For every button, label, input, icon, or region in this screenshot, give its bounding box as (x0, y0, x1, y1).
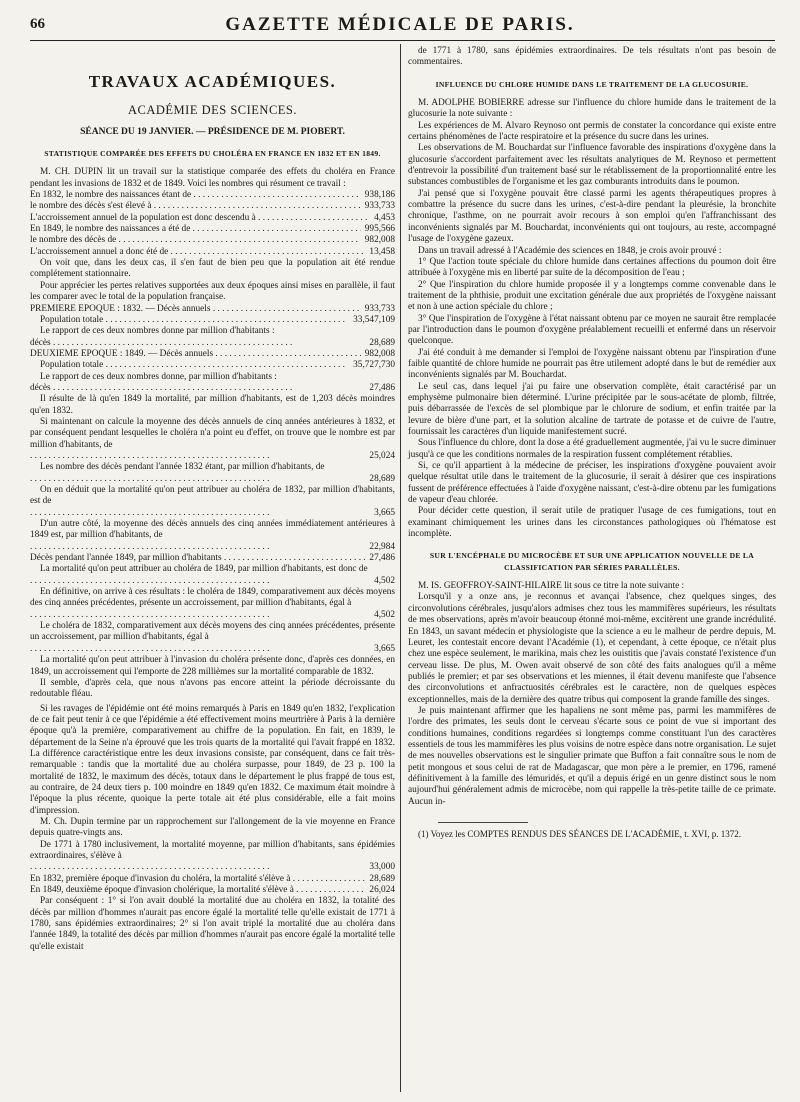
table-row: En 1849, le nombre des naissances a été de . . . 995,566 (30, 224, 395, 235)
table-row: . . . 33,000 (30, 862, 395, 873)
paragraph: 2° Que l'inspiration du chlore humide proposée il y a longtemps comme convenable dans le traitement de la phthisie, produit une excitation générale due aux propriétés de l'oxygène naissant et non à une action spéciale du chlore ; (408, 279, 776, 313)
paragraph: Je puis maintenant affirmer que les hapaliens ne sont même pas, parmi les mammifères de l'ordre des primates, les seuls dont le cerveau s'écarte sous ce point de vue si important des conditions humaines, conditions regardées si longtemps comme constituant l'un des caractères essentiels de tous les mammifères les plus voisins de notre espèce dans notre organisation. Le sujet de mes nouvelles observations est le singulier primate que Buffon a fait connaître sous le nom de petit mongous et sous celui de rat de Madagascar, que mon père a le premier, en 1796, ramené définitivement à la famille des lémuridés, et qu'il a depuis érigé en un genre distinct sous le nom aujourd'hui généralement admis de microcèbe, nom qui rappelle la très-petite taille de ce primate. Aucun in- (408, 705, 777, 807)
table-row: . . . 28,689 (30, 474, 395, 485)
paragraph: Le seul cas, dans lequel j'ai pu faire une observation complète, était caractérisé par un emphysème pulmonaire bien déterminé. L'urine précipitée par le sous-acétate de plomb, filtrée, puis débarrassée de l'excès de sel plombique par le chlorure de sodium, et enfin traitée par la levure de bière d'une part, et la solution alcaline de tartrate de potasse et de cuivre de l'autre, fournissait les caractères d'un liquide manifestement sucré. (408, 381, 776, 437)
page-header (30, 14, 770, 36)
table-row: . . . 25,024 (30, 451, 395, 462)
table-row: . . . 3,665 (30, 644, 395, 655)
article-title-glucosurie: INFLUENCE DU CHLORE HUMIDE DANS LE TRAITEMENT DE LA GLUCOSURIE. (435, 79, 749, 89)
paragraph: Pour décider cette question, il serait utile de pratiquer l'usage de ces fumigations, tout en examinant chimiquement les urines dans les circonstances pathologiques où l'hématose est incomplète. (408, 506, 776, 540)
table-row: PREMIÈRE ÉPOQUE : 1832. — Décès annuels . . . 933,733 (30, 304, 395, 315)
paragraph: Le rapport de ces deux nombres donne par million d'habitants : (40, 326, 275, 337)
table-row: DEUXIÈME ÉPOQUE : 1849. — Décès annuels . . . 982,008 (30, 349, 395, 360)
paragraph: Lorsqu'il y a onze ans, je reconnus et avançai l'absence, chez quelques singes, des circonvolutions cérébrales, jusqu'alors admises chez tous les mammifères supérieurs, les résultats de mes observations, après m'avoir beaucoup étonné moi-même, excitèrent une grande incrédulité. En 1843, un savant médecin et physiologiste que la science a eu le malheur de perdre depuis, M. Leuret, les contestait encore devant l'Académie (1), et cependant, à cette époque, ce n'était plus chez une espèce seulement, le marikina, mais chez les ouistitis que j'avais constaté l'existence d'un cerveau lisse. De plus, M. Owen avait observé de son côté des faits analogues qu'il a même publiés le premier; et par ses observations et les miennes, il était devenu manifeste que l'absence des circonvolutions et anfractuosités cérébrales est le caractère, non de quelques espèces exceptionnelles, mais de la dernière des quatre tribus qui composent la grande famille des singes. (408, 592, 776, 705)
paragraph: Pour apprécier les pertes relatives supportées aux deux époques ainsi mises en parallèle, il faut les comparer avec le total de la population française. (30, 280, 395, 303)
header-rule (30, 40, 775, 41)
table-row: . . . 4,502 (30, 576, 395, 587)
table-row: le nombre des décès de . . . 982,008 (30, 235, 395, 246)
paragraph: De 1771 à 1780 inclusivement, la mortalité moyenne, par million d'habitants, sans épidémies extraordinaires, s'élève à (30, 839, 395, 861)
paragraph: On voit que, dans les deux cas, il s'en faut de bien peu que la population ait été rendue complétement stationnaire. (30, 258, 395, 280)
paragraph: Les nombre des décès pendant l'année 1832 étant, par million d'habitants, de (40, 462, 325, 473)
section-title: TRAVAUX ACADÉMIQUES. (88, 72, 337, 91)
table-row: . . . 22,984 (30, 542, 395, 553)
paragraph: Par conséquent : 1° si l'on avait doublé la mortalité due au choléra en 1832, la totalité des décès par million d'hommes n'aurait pas encore égalé la mortalité telle qu'elle existait de 1771 à 1780, sans épidémies extraordinaires; 2° si l'on avait triplé la mortalité due au choléra dans l'année 1849, la totalité des décès par million d'hommes n'aurait pas encore égalé la mortalité telle qu'elle existait (30, 896, 395, 952)
paragraph: M. CH. DUPIN lit un travail sur la statistique comparée des effets du choléra en France pendant les invasions de 1832 et de 1849. Voici les nombres qui résument ce travail : (30, 167, 395, 189)
table-row: Décès pendant l'année 1849, par million d'habitants . . . 27,486 (30, 553, 395, 564)
table-row: Population totale . . . 33,547,109 (30, 315, 395, 326)
table-row: En 1849, deuxième époque d'invasion cholérique, la mortalité s'élève à . . . 26,024 (30, 885, 395, 896)
paragraph: 1° Que l'action toute spéciale du chlore humide dans certaines affections du poumon doit être attribuée à l'oxygène mis en liberté par suite de la décomposition de l'eau ; (408, 256, 776, 279)
paragraph: Il résulte de là qu'en 1849 la mortalité, par million d'habitants, est de 1,203 décès moindres qu'en 1832. (30, 394, 395, 416)
table-row: . . . 3,665 (30, 508, 395, 519)
paragraph: En définitive, on arrive à ces résultats : le choléra de 1849, comparativement aux décès moyens des cinq années précédentes, présente un accroissement, par million d'habitants, égal à (30, 587, 395, 609)
paragraph: Si les ravages de l'épidémie ont été moins remarqués à Paris en 1849 qu'en 1832, l'explication de ce fait peut tenir à ce que l'épidémie a été effectivement moins meurtrière à Paris à la dernière époque qu'à la première, comparativement au chiffre de la population. En fait, en 1839, le département de la Seine n'a éprouvé que les trois quarts de la mortalité qui l'avait frappé en 1832. La différence caractéristique entre les deux invasions consiste, par conséquent, dans ce fait très-remarquable : tandis que la mortalité due au choléra surpasse, pour 1849, de 23 p. 100 la mortalité de 1832, le maximum des décès, totaux dans le département le plus frappé de tous est, au contraire, de 24 deux tiers p. 100 moindre en 1849 qu'en 1832. Ce maximum était moindre à l'époque la plus récente, quoique la perte totale ait été plus considérable, elle a fait moins d'impression. (30, 703, 395, 816)
session-line: SÉANCE DU 19 JANVIER. — PRÉSIDENCE DE M. PIOBERT. (80, 126, 345, 137)
table-row: le nombre des décès s'est élevé à . . . 933,733 (30, 201, 395, 212)
paragraph: M. IS. GEOFFROY-SAINT-HILAIRE lit sous ce titre la note suivante : (418, 581, 685, 592)
right-column (408, 46, 776, 840)
paragraph: On en déduit que la mortalité qu'on peut attribuer au choléra de 1832, par million d'habitants, est de (30, 485, 395, 507)
paragraph: Si, ce qu'il appartient à la médecine de préciser, les inspirations d'oxygène pouvaient avoir quelque résultat utile dans le traitement de la glucosurie, il serait à désirer que ces inspirations fussent de préférence effectuées à l'aide d'oxygène naissant, c'est-à-dire obtenu par les fumigations de vapeur d'eau chlorée. (408, 461, 776, 506)
table-row: L'accroissement annuel de la population est donc descendu à . . . 4,453 (30, 213, 395, 224)
paragraph: Dans un travail adressé à l'Académie des sciences en 1848, je crois avoir prouvé : (418, 245, 722, 256)
table-row: décès . . . 27,486 (30, 383, 395, 394)
table-row: L'accroissement annuel a donc été de . . . 13,458 (30, 247, 395, 258)
footnote: (1) Voyez les COMPTES RENDUS DES SÉANCES DE L'ACADÉMIE, t. XVI, p. 1372. (418, 829, 742, 839)
paragraph: J'ai été conduit à me demander si l'emploi de l'oxygène naissant obtenu par l'inspiration d'une faible quantité de chlore humide ne pourrait pas être utilement adopté dans le but de remédier aux inconvénients signalés par M. Bouchardat. (408, 347, 776, 381)
paragraph: Il semble, d'après cela, que nous n'avons pas encore atteint la période décroissante du redoutable fléau. (30, 677, 395, 700)
table-row: décès . . . 28,689 (30, 338, 395, 349)
paragraph: D'un autre côté, la moyenne des décès annuels des cinq années immédiatement antérieures à 1849 est, par million d'habitants, de (30, 519, 395, 541)
paragraph: La mortalité qu'on peut attribuer à l'invasion du choléra présente donc, d'après ces données, en 1849, un accroissement qui l'emporte de 228 millièmes sur la mortalité comparable de 1832. (30, 655, 395, 677)
paragraph: La mortalité qu'on peut attribuer au choléra de 1849, par million d'habitants, est donc de (40, 564, 368, 575)
table-row: En 1832, première époque d'invasion du choléra, la mortalité s'élève à . . . 28,689 (30, 874, 395, 885)
column-divider (400, 44, 401, 1092)
paragraph: J'ai pensé que si l'oxygène pouvait être classé parmi les agents thérapeutiques propres à combattre la présence du sucre dans les urines, c'est-à-dire pendant la pleurésie, la bronchite chronique, l'asthme, on ne pourrait avoir recours à son emploi qu'en l'affranchissant des inconvénients signalés par M. Bouchardat, inconvénients qui ont toujours, au reste, accompagné l'usage de l'oxygène gazeux. (408, 188, 776, 245)
paragraph: M. Ch. Dupin termine par un rapprochement sur l'allongement de la vie moyenne en France depuis quatre-vingts ans. (30, 816, 395, 839)
table-row: Population totale . . . 35,727,730 (30, 360, 395, 371)
paragraph: Les expériences de M. Alvaro Reynoso ont permis de constater la concordance qui existe entre certains phénomènes de l'acte respiratoire et la présence du sucre dans les urines. (408, 120, 776, 143)
paragraph: M. ADOLPHE BOBIERRE adresse sur l'influence du chlore humide dans le traitement de la glucosurie la note suivante : (408, 98, 776, 120)
academy-title: ACADÉMIE DES SCIENCES. (128, 103, 297, 118)
paragraph: Si maintenant on calcule la moyenne des décès annuels de cinq années antérieures à 1832, et par conséquent pendant lesquelles le choléra n'a point eu d'effet, on trouve que le nombre est par million d'habitants, de (30, 416, 395, 450)
table-row: . . . 4,502 (30, 610, 395, 621)
page-number: 66 (30, 16, 45, 32)
footnote-rule (438, 822, 528, 823)
paragraph: Le rapport de ces deux nombres donne, par million d'habitants : (40, 371, 277, 382)
paragraph: Le choléra de 1832, comparativement aux décès moyens des cinq années précédentes, présente un accroissement, par million d'habitants, égal à (30, 621, 395, 643)
paragraph: 3° Que l'inspiration de l'oxygène à l'état naissant obtenu par ce moyen ne saurait être remplacée par l'introduction dans le poumon d'oxygène préalablement recueilli et enfermé dans un réservoir quelconque. (408, 313, 776, 347)
paragraph: Sous l'influence du chlore, dont la dose a été graduellement augmentée, j'ai vu le sucre diminuer jusqu'à ce que les conditions normales de la respiration fussent complétement rétablies. (408, 438, 776, 460)
paragraph: de 1771 à 1780, sans épidémies extraordinaires. De tels résultats n'ont pas besoin de commentaires. (408, 46, 776, 68)
table-row: En 1832, le nombre des naissances étant de . . . 938,186 (30, 190, 395, 201)
paragraph: Les observations de M. Bouchardat sur l'influence favorable des inspirations d'oxygène dans la glucosurie s'accordent parfaitement avec les résultats analytiques de M. Reynoso et permettent d'entrevoir la possibilité d'un traitement basé sur le rétablissement de la proportionnalité entre les substances combustibles de l'organisme et les gaz comburants introduits dans le poumon. (408, 143, 776, 188)
left-column (30, 46, 395, 953)
masthead-title: GAZETTE MÉDICALE DE PARIS. (225, 14, 575, 35)
article-title-cholera: STATISTIQUE COMPARÉE DES EFFETS DU CHOLÉRA EN FRANCE EN 1832 ET EN 1849. (44, 149, 381, 159)
article-title-microcebe: SUR L'ENCÉPHALE DU MICROCÈBE ET SUR UNE APPLICATION NOUVELLE DE LA CLASSIFICATION PAR SÉRIES PARALLÈLES. (429, 551, 755, 572)
